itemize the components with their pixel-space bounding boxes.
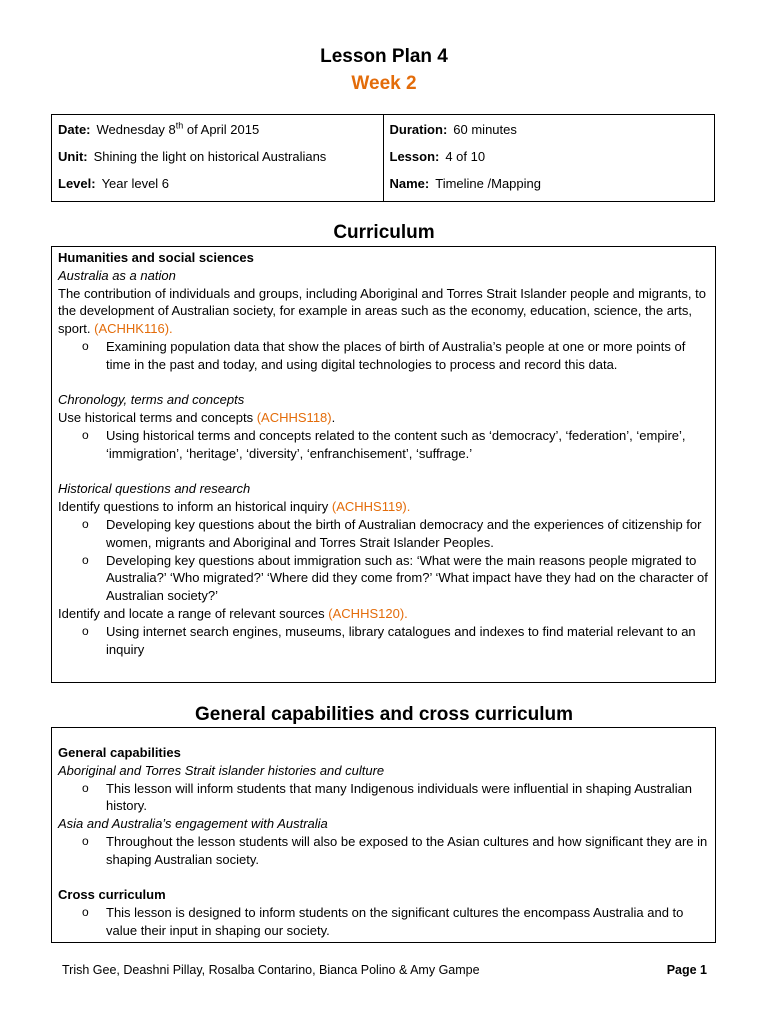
week-subtitle: Week 2	[351, 73, 417, 94]
bullet-icon: o	[82, 623, 89, 638]
bullet-icon: o	[82, 427, 89, 442]
lesson-label: Lesson:	[389, 149, 440, 164]
info-left-column	[52, 115, 383, 201]
unit-label: Unit:	[58, 149, 88, 164]
content-description: Use historical terms and concepts (ACHHS118).	[58, 410, 336, 426]
unit-value: Shining the light on historical Australians	[93, 149, 327, 164]
cross-curriculum-title: Cross curriculum	[58, 887, 166, 903]
bullet-icon: o	[82, 516, 89, 531]
list-item: o This lesson is designed to inform students on the significant cultures the encompass Australia and to value their input in shaping our society.	[82, 905, 684, 938]
level-label: Level:	[58, 176, 96, 191]
list-item: o Developing key questions about immigration such as: ‘What were the main reasons people migrated to Australia?’ ‘Who migrated?’ ‘Where did they come from?’ ‘What impact have they had on the character of Australian society?’	[82, 552, 708, 604]
subject-title: Humanities and social sciences	[58, 250, 254, 265]
section-title: Aboriginal and Torres Strait islander histories and culture	[58, 762, 385, 778]
curriculum-code: (ACHHK116).	[94, 321, 173, 337]
lesson-row	[390, 150, 709, 177]
page-title: Lesson Plan 4	[320, 46, 448, 67]
bullet-icon: o	[82, 552, 89, 567]
name-value: Timeline /Mapping	[435, 176, 541, 191]
duration-label: Duration:	[389, 122, 448, 137]
general-capabilities-title: General capabilities	[58, 745, 181, 760]
curriculum-code: (ACHHS118)	[256, 410, 332, 426]
duration-row	[390, 123, 709, 150]
unit-row	[58, 150, 377, 177]
bullet-icon: o	[82, 833, 89, 848]
name-row	[390, 177, 709, 204]
lesson-info-table	[51, 114, 715, 202]
section-title: Chronology, terms and concepts	[58, 392, 245, 408]
list-item: o Using internet search engines, museums, library catalogues and indexes to find material relevant to an inquiry	[82, 623, 696, 657]
curriculum-box	[51, 246, 716, 683]
curriculum-heading: Curriculum	[333, 222, 435, 243]
bullet-icon: o	[82, 338, 89, 353]
date-label: Date:	[58, 122, 91, 137]
section-title: Australia as a nation	[58, 267, 176, 283]
level-value: Year level 6	[101, 176, 170, 191]
date-value: Wednesday 8th of April 2015	[96, 120, 260, 137]
section-title: Asia and Australia’s engagement with Australia	[58, 816, 328, 832]
content-description: Identify questions to inform an historical inquiry (ACHHS119).	[58, 499, 411, 515]
bullet-icon: o	[82, 905, 89, 920]
list-item: o This lesson will inform students that many Indigenous individuals were influential in shaping Australian history.	[82, 780, 693, 814]
list-item: o Developing key questions about the birth of Australian democracy and the experiences of citizenship for women, migrants and Aboriginal and Torres Strait Islander Peoples.	[82, 516, 702, 550]
curriculum-code: (ACHHS119).	[331, 499, 411, 515]
content-description: Identify and locate a range of relevant sources (ACHHS120).	[58, 605, 408, 621]
content-description: The contribution of individuals and groups, including Aboriginal and Torres Strait Islander people and migrants, to the development of Australian society, for example in areas such as the economy, education, science, the arts, sport. (ACHHK116).	[58, 285, 706, 337]
list-item: o Examining population data that show the places of birth of Australia’s people at one or more points of time in the past and today, and using digital technologies to process and record this data.	[82, 338, 686, 372]
lesson-value: 4 of 10	[445, 149, 486, 164]
capabilities-box	[51, 727, 716, 943]
list-item: o Throughout the lesson students will also be exposed to the Asian cultures and how significant they are in shaping Australian society.	[82, 833, 708, 867]
curriculum-code: (ACHHS120).	[328, 605, 408, 621]
name-label: Name:	[389, 176, 430, 191]
duration-value: 60 minutes	[453, 122, 517, 137]
level-row	[58, 177, 377, 204]
date-row	[58, 120, 377, 150]
capabilities-heading: General capabilities and cross curriculum	[194, 704, 574, 725]
footer-authors: Trish Gee, Deashni Pillay, Rosalba Contarino, Bianca Polino & Amy Gampe	[62, 963, 480, 977]
bullet-icon: o	[82, 780, 89, 795]
section-title: Historical questions and research	[58, 481, 251, 497]
page-number: Page 1	[666, 963, 707, 977]
list-item: o Using historical terms and concepts related to the content such as ‘democracy’, ‘federation’, ‘empire’, ‘immigration’, ‘heritage’, ‘diversity’, ‘enfranchisement’, ‘suffrage.’	[82, 427, 686, 461]
info-right-column	[383, 115, 715, 201]
